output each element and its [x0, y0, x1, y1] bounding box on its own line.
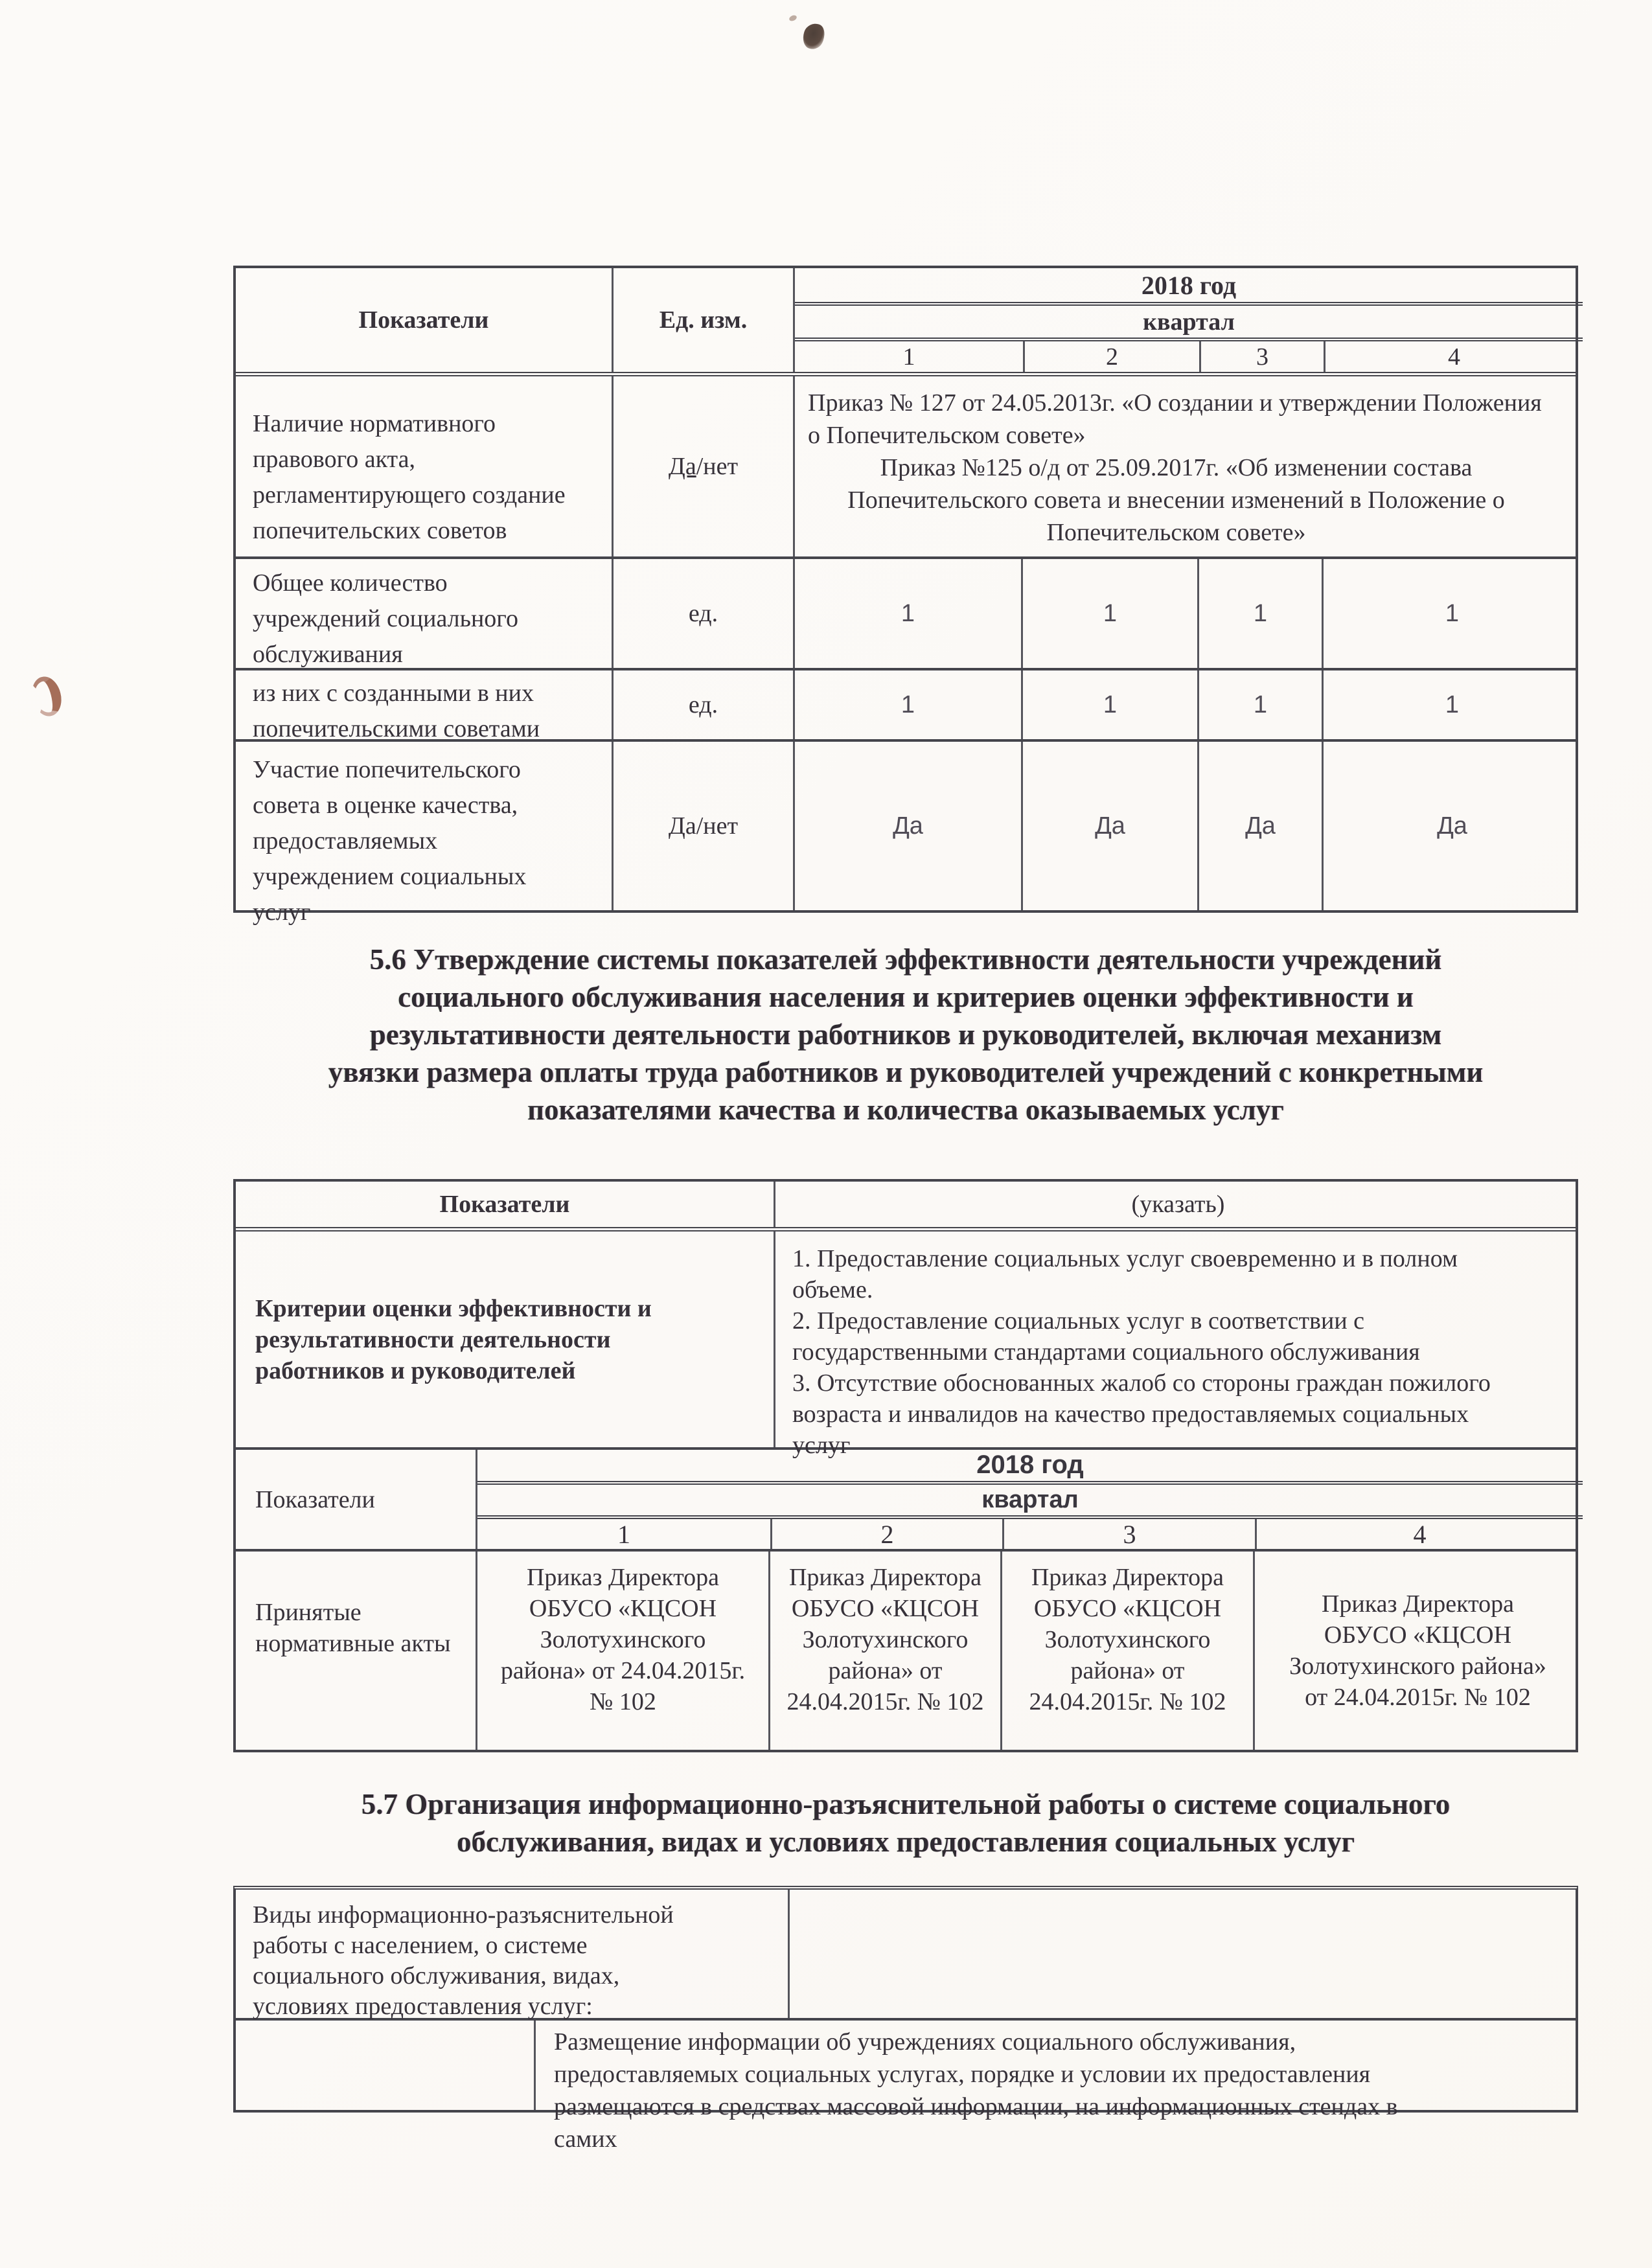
orders-value-cell	[793, 376, 1581, 556]
table1-header-unit: Ед. изм.	[612, 268, 793, 372]
table2-header-specify: (указать)	[774, 1182, 1581, 1227]
table2-sub-year: 2018 год	[976, 1450, 1084, 1480]
info-work-empty-cell	[236, 2021, 534, 2110]
unit-no-part: /нет	[696, 453, 739, 480]
act-q2: Приказ Директора ОБУСО «КЦСОН Золотухинского района» от 24.04.2015г. № 102	[768, 1552, 1000, 1750]
value-q2: 1	[1021, 670, 1197, 739]
table1-header-q2: 2	[1023, 341, 1199, 372]
table2-sub-quarter-numbers	[477, 1515, 1583, 1549]
indicator-normative-act: Наличие нормативного правового акта, регламентирующего создание попечительских советов	[253, 410, 566, 544]
value-q3: 1	[1197, 559, 1322, 668]
section-5-7-title: 5.7 Организация информационно-разъяснительной работы о системе социального обслуживания, видах и условиях предоставления социальных услуг	[361, 1788, 1451, 1858]
indicators-2018-table	[233, 266, 1578, 926]
table-row	[236, 1549, 1576, 1750]
act-q1: Приказ Директора ОБУСО «КЦСОН Золотухинского района» от 24.04.2015г. № 102	[476, 1552, 768, 1750]
table1-header-q4: 4	[1324, 341, 1583, 372]
ink-blot-artifact	[800, 21, 828, 52]
unit-yes-no: Да/нет	[612, 742, 793, 910]
table2-subheader-row	[236, 1447, 1576, 1549]
act-q4	[1253, 1552, 1581, 1750]
table1-header-year-group	[793, 268, 1583, 372]
table-row	[236, 1890, 1576, 2018]
section-5-6-title: 5.6 Утверждение системы показателей эффективности деятельности учреждений социального обслуживания населения и критериев оценки эффективности и результативности деятельности работников и руководителей, включая механизм увязки размера оплаты труда работников и руководителей учреждений с конкретными показателями качества и количества оказываемых услуг	[328, 943, 1484, 1126]
unit-yes-underlined: Да	[668, 453, 696, 480]
act-q3: Приказ Директора ОБУСО «КЦСОН Золотухинского района» от 24.04.2015г. № 102	[1000, 1552, 1253, 1750]
unit-yes-no	[612, 376, 793, 556]
value-q3: Да	[1197, 742, 1322, 910]
table1-header-year: 2018 год	[1141, 270, 1237, 300]
info-work-types-label: Виды информационно-разъяснительной работы с населением, о системе социального обслуживания, видах, условиях предоставления услуг:	[253, 1901, 674, 2020]
value-q2: Да	[1021, 742, 1197, 910]
table-row	[236, 2018, 1576, 2153]
table1-header-q1: 1	[902, 343, 915, 371]
value-q4: 1	[1322, 559, 1581, 668]
table-row	[236, 372, 1576, 556]
criteria-item-2: 2. Предоставление социальных услуг в соответствии с государственными стандартами социального обслуживания	[792, 1307, 1420, 1366]
acts-label: Принятые нормативные акты	[255, 1599, 451, 1657]
table2-sub-q4: 4	[1255, 1519, 1583, 1549]
value-q1: Да	[793, 742, 1021, 910]
value-q1: 1	[793, 559, 1021, 668]
table1-header-row	[236, 268, 1576, 372]
indicator-total-institutions: Общее количество учреждений социального обслуживания	[253, 569, 518, 668]
value-q2: 1	[1021, 559, 1197, 668]
table-row	[236, 668, 1576, 742]
table2-sub-indicators: Показатели	[255, 1485, 375, 1513]
unit-ed: ед.	[612, 559, 793, 668]
table1-header-quarter: квартал	[795, 302, 1583, 338]
table2-sub-year-group	[476, 1450, 1583, 1549]
unit-ed: ед.	[612, 670, 793, 739]
indicator-with-councils: из них с созданными в них попечительскими советами	[253, 680, 540, 742]
criteria-label: Критерии оценки эффективности и результативности деятельности работников и руководителей	[255, 1294, 652, 1384]
order-127-text: Приказ № 127 от 24.05.2013г. «О создании и утверждении Положения о Попечительском совете»	[808, 389, 1542, 449]
info-work-types-empty-cell	[788, 1890, 1581, 2018]
table-row	[236, 1227, 1576, 1459]
table2-sub-quarter: квартал	[477, 1481, 1583, 1515]
pen-mark-artifact	[28, 674, 65, 720]
criteria-item-3: 3. Отсутствие обоснованных жалоб со стороны граждан пожилого возраста и инвалидов на качество предоставляемых социальных услуг	[792, 1369, 1491, 1459]
info-placement-text: Размещение информации об учреждениях социального обслуживания, предоставляемых социальных услугах, порядке и условии их предоставления размещаются в средствах массовой информации, на информационных стендах в самих	[534, 2021, 1581, 2110]
table1-header-q3: 3	[1199, 341, 1324, 372]
ink-fleck-artifact	[788, 14, 797, 22]
criteria-item-1: 1. Предоставление социальных услуг своевременно и в полном объеме.	[792, 1245, 1458, 1303]
table2-sub-q2: 2	[770, 1519, 1002, 1549]
table2-header-indicators: Показатели	[439, 1191, 570, 1218]
table2-sub-q1: 1	[617, 1519, 630, 1549]
criteria-items-cell	[774, 1231, 1581, 1459]
table-row	[236, 739, 1576, 926]
value-q1: 1	[793, 670, 1021, 739]
indicator-council-participation: Участие попечительского совета в оценке качества, предоставляемых учреждением социальных услуг	[253, 756, 527, 926]
table1-header-quarter-numbers	[795, 338, 1583, 372]
table1-header-indicators: Показатели	[358, 306, 489, 334]
order-125-text: Приказ №125 о/д от 25.09.2017г. «Об изменении состава Попечительского совета и внесении изменений в Положение о Попечительском совете»	[847, 454, 1505, 546]
efficiency-criteria-table	[233, 1179, 1578, 1752]
information-work-table	[233, 1886, 1578, 2153]
table-row	[236, 556, 1576, 668]
value-q3: 1	[1197, 670, 1322, 739]
value-q4: Да	[1322, 742, 1581, 910]
value-q4: 1	[1322, 670, 1581, 739]
table2-header-row	[236, 1182, 1576, 1227]
table2-sub-q3: 3	[1002, 1519, 1255, 1549]
act-q4-text: Приказ Директора ОБУСО «КЦСОН Золотухинского района» от 24.04.2015г. № 102	[1289, 1590, 1546, 1711]
